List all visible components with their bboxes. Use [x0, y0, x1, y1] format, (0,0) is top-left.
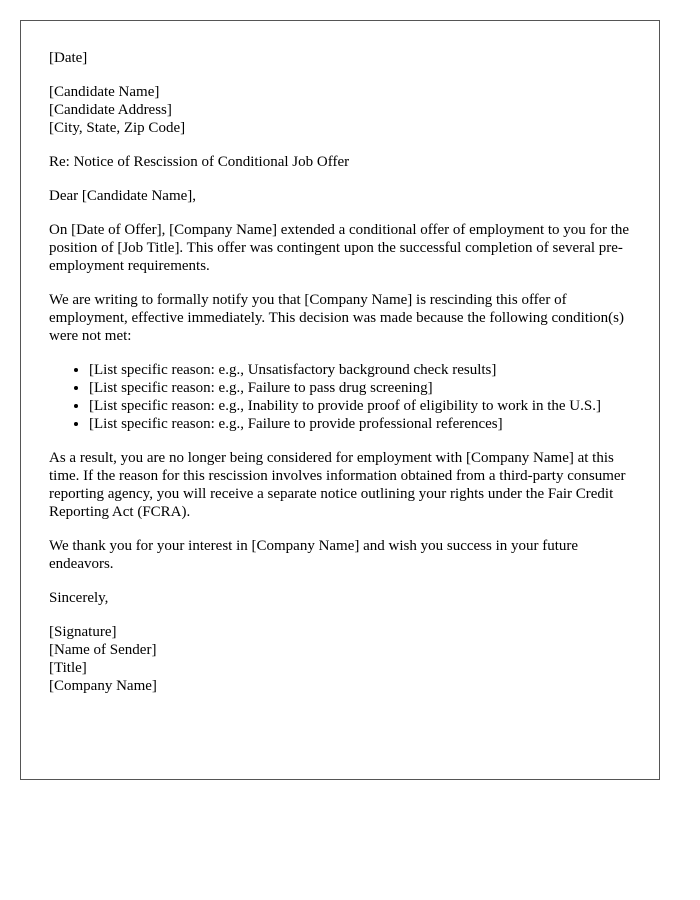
reasons-list [49, 361, 631, 433]
list-item: • [List specific reason: e.g., Failure to pass drug screening] [89, 379, 631, 397]
sender-company: [Company Name] [49, 678, 157, 694]
sender-title: [Title] [49, 660, 87, 676]
paragraph-rescission: We are writing to formally notify you that [Company Name] is rescinding this offer of employment, effective immediately. This decision was made because the following condition(s) were not met: [49, 292, 624, 344]
signature-placeholder: [Signature] [49, 624, 117, 640]
paragraph-offer: On [Date of Offer], [Company Name] extended a conditional offer of employment to you for the position of [Job Title]. This offer was contingent upon the successful completion of several pre-employment requirements. [49, 222, 630, 274]
paragraph-result: As a result, you are no longer being considered for employment with [Company Name] at this time. If the reason for this rescission involves information obtained from a third-party consumer reporting agency, you will receive a separate notice outlining your rights under the Fair Credit Reporting Act (FCRA). [49, 450, 626, 520]
paragraph-thanks: We thank you for your interest in [Company Name] and wish you success in your future endeavors. [49, 538, 579, 572]
recipient-name: [Candidate Name] [49, 84, 160, 100]
salutation: Dear [Candidate Name], [49, 188, 197, 204]
list-item: • [List specific reason: e.g., Failure to provide professional references] [89, 415, 631, 433]
list-item: • [List specific reason: e.g., Inability to provide proof of eligibility to work in the U.S.] [89, 397, 631, 415]
sender-name: [Name of Sender] [49, 642, 157, 658]
recipient-address-block [49, 83, 631, 137]
list-item: • [List specific reason: e.g., Unsatisfactory background check results] [89, 361, 631, 379]
letter-date: [Date] [49, 50, 88, 66]
letter-document [20, 20, 660, 780]
recipient-address: [Candidate Address] [49, 102, 172, 118]
closing: Sincerely, [49, 590, 109, 606]
recipient-city: [City, State, Zip Code] [49, 120, 186, 136]
signature-block [49, 623, 631, 695]
letter-date-block [49, 49, 631, 67]
subject-line: Re: Notice of Rescission of Conditional Job Offer [49, 154, 350, 170]
